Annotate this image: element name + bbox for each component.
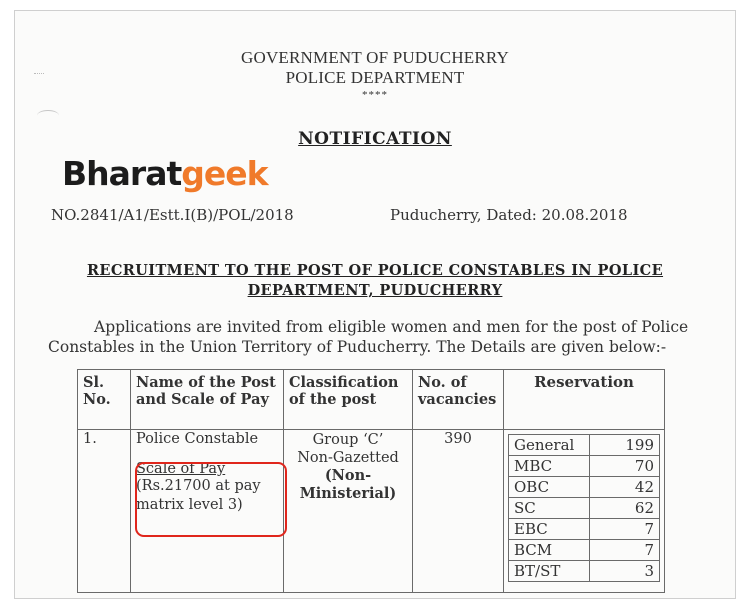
row-sl-no: 1. <box>78 430 131 593</box>
reservation-count: 199 <box>590 435 660 456</box>
heading-stars: **** <box>362 89 388 101</box>
reservation-count: 62 <box>590 498 660 519</box>
reservation-category: BCM <box>509 540 590 561</box>
reservation-count: 7 <box>590 519 660 540</box>
reservation-row <box>509 498 660 519</box>
post-name: Police Constable <box>136 431 259 447</box>
logo-text-accent: geek <box>181 154 268 193</box>
reservation-row <box>509 561 660 582</box>
header-post-name: Name of the Post and Scale of Pay <box>131 370 284 430</box>
reservation-table <box>508 434 660 582</box>
reservation-category: BT/ST <box>509 561 590 582</box>
department-heading: POLICE DEPARTMENT <box>285 68 465 87</box>
row-reservation-cell <box>504 430 665 593</box>
reservation-row <box>509 477 660 498</box>
reservation-count: 42 <box>590 477 660 498</box>
row-vacancies: 390 <box>413 430 504 593</box>
reservation-category: OBC <box>509 477 590 498</box>
reservation-count: 70 <box>590 456 660 477</box>
reservation-count: 3 <box>590 561 660 582</box>
notification-number: NO.2841/A1/Estt.I(B)/POL/2018 <box>51 206 294 224</box>
header-sl-no: Sl. No. <box>78 370 131 430</box>
table-header-row <box>78 370 665 430</box>
highlight-circle <box>135 462 287 537</box>
scale-of-pay-value: (Rs.21700 at pay matrix level 3) <box>136 478 261 513</box>
reservation-row <box>509 540 660 561</box>
reservation-row <box>509 456 660 477</box>
scan-mark <box>37 110 59 121</box>
scale-of-pay-label: Scale of Pay <box>136 461 226 477</box>
bharatgeek-watermark-logo <box>62 154 268 193</box>
reservation-category: General <box>509 435 590 456</box>
document-page <box>14 10 736 599</box>
recruitment-title-line1: RECRUITMENT TO THE POST OF POLICE CONSTABLES IN POLICE <box>86 262 664 279</box>
notification-date: Puducherry, Dated: 20.08.2018 <box>390 206 628 224</box>
reservation-count: 7 <box>590 540 660 561</box>
classification-gazetted: Non-Gazetted <box>297 450 399 466</box>
recruitment-title-line2: DEPARTMENT, PUDUCHERRY <box>247 282 503 299</box>
header-vacancies: No. of vacancies <box>413 370 504 430</box>
reservation-category: MBC <box>509 456 590 477</box>
classification-group: Group ‘C’ <box>312 432 384 448</box>
logo-text-primary: Bharat <box>62 154 182 193</box>
row-classification-cell <box>284 430 413 593</box>
intro-paragraph: Applications are invited from eligible women and men for the post of Police Constables in the Union Territory of Puducherry. The Details are given below:- <box>48 318 689 356</box>
govt-heading: GOVERNMENT OF PUDUCHERRY <box>240 48 510 67</box>
header-classification: Classification of the post <box>284 370 413 430</box>
header-reservation: Reservation <box>504 370 665 430</box>
classification-ministerial: (Non-Ministerial) <box>299 467 397 502</box>
reservation-row <box>509 435 660 456</box>
reservation-category: EBC <box>509 519 590 540</box>
reservation-category: SC <box>509 498 590 519</box>
notification-title: NOTIFICATION <box>298 129 452 149</box>
reservation-row <box>509 519 660 540</box>
